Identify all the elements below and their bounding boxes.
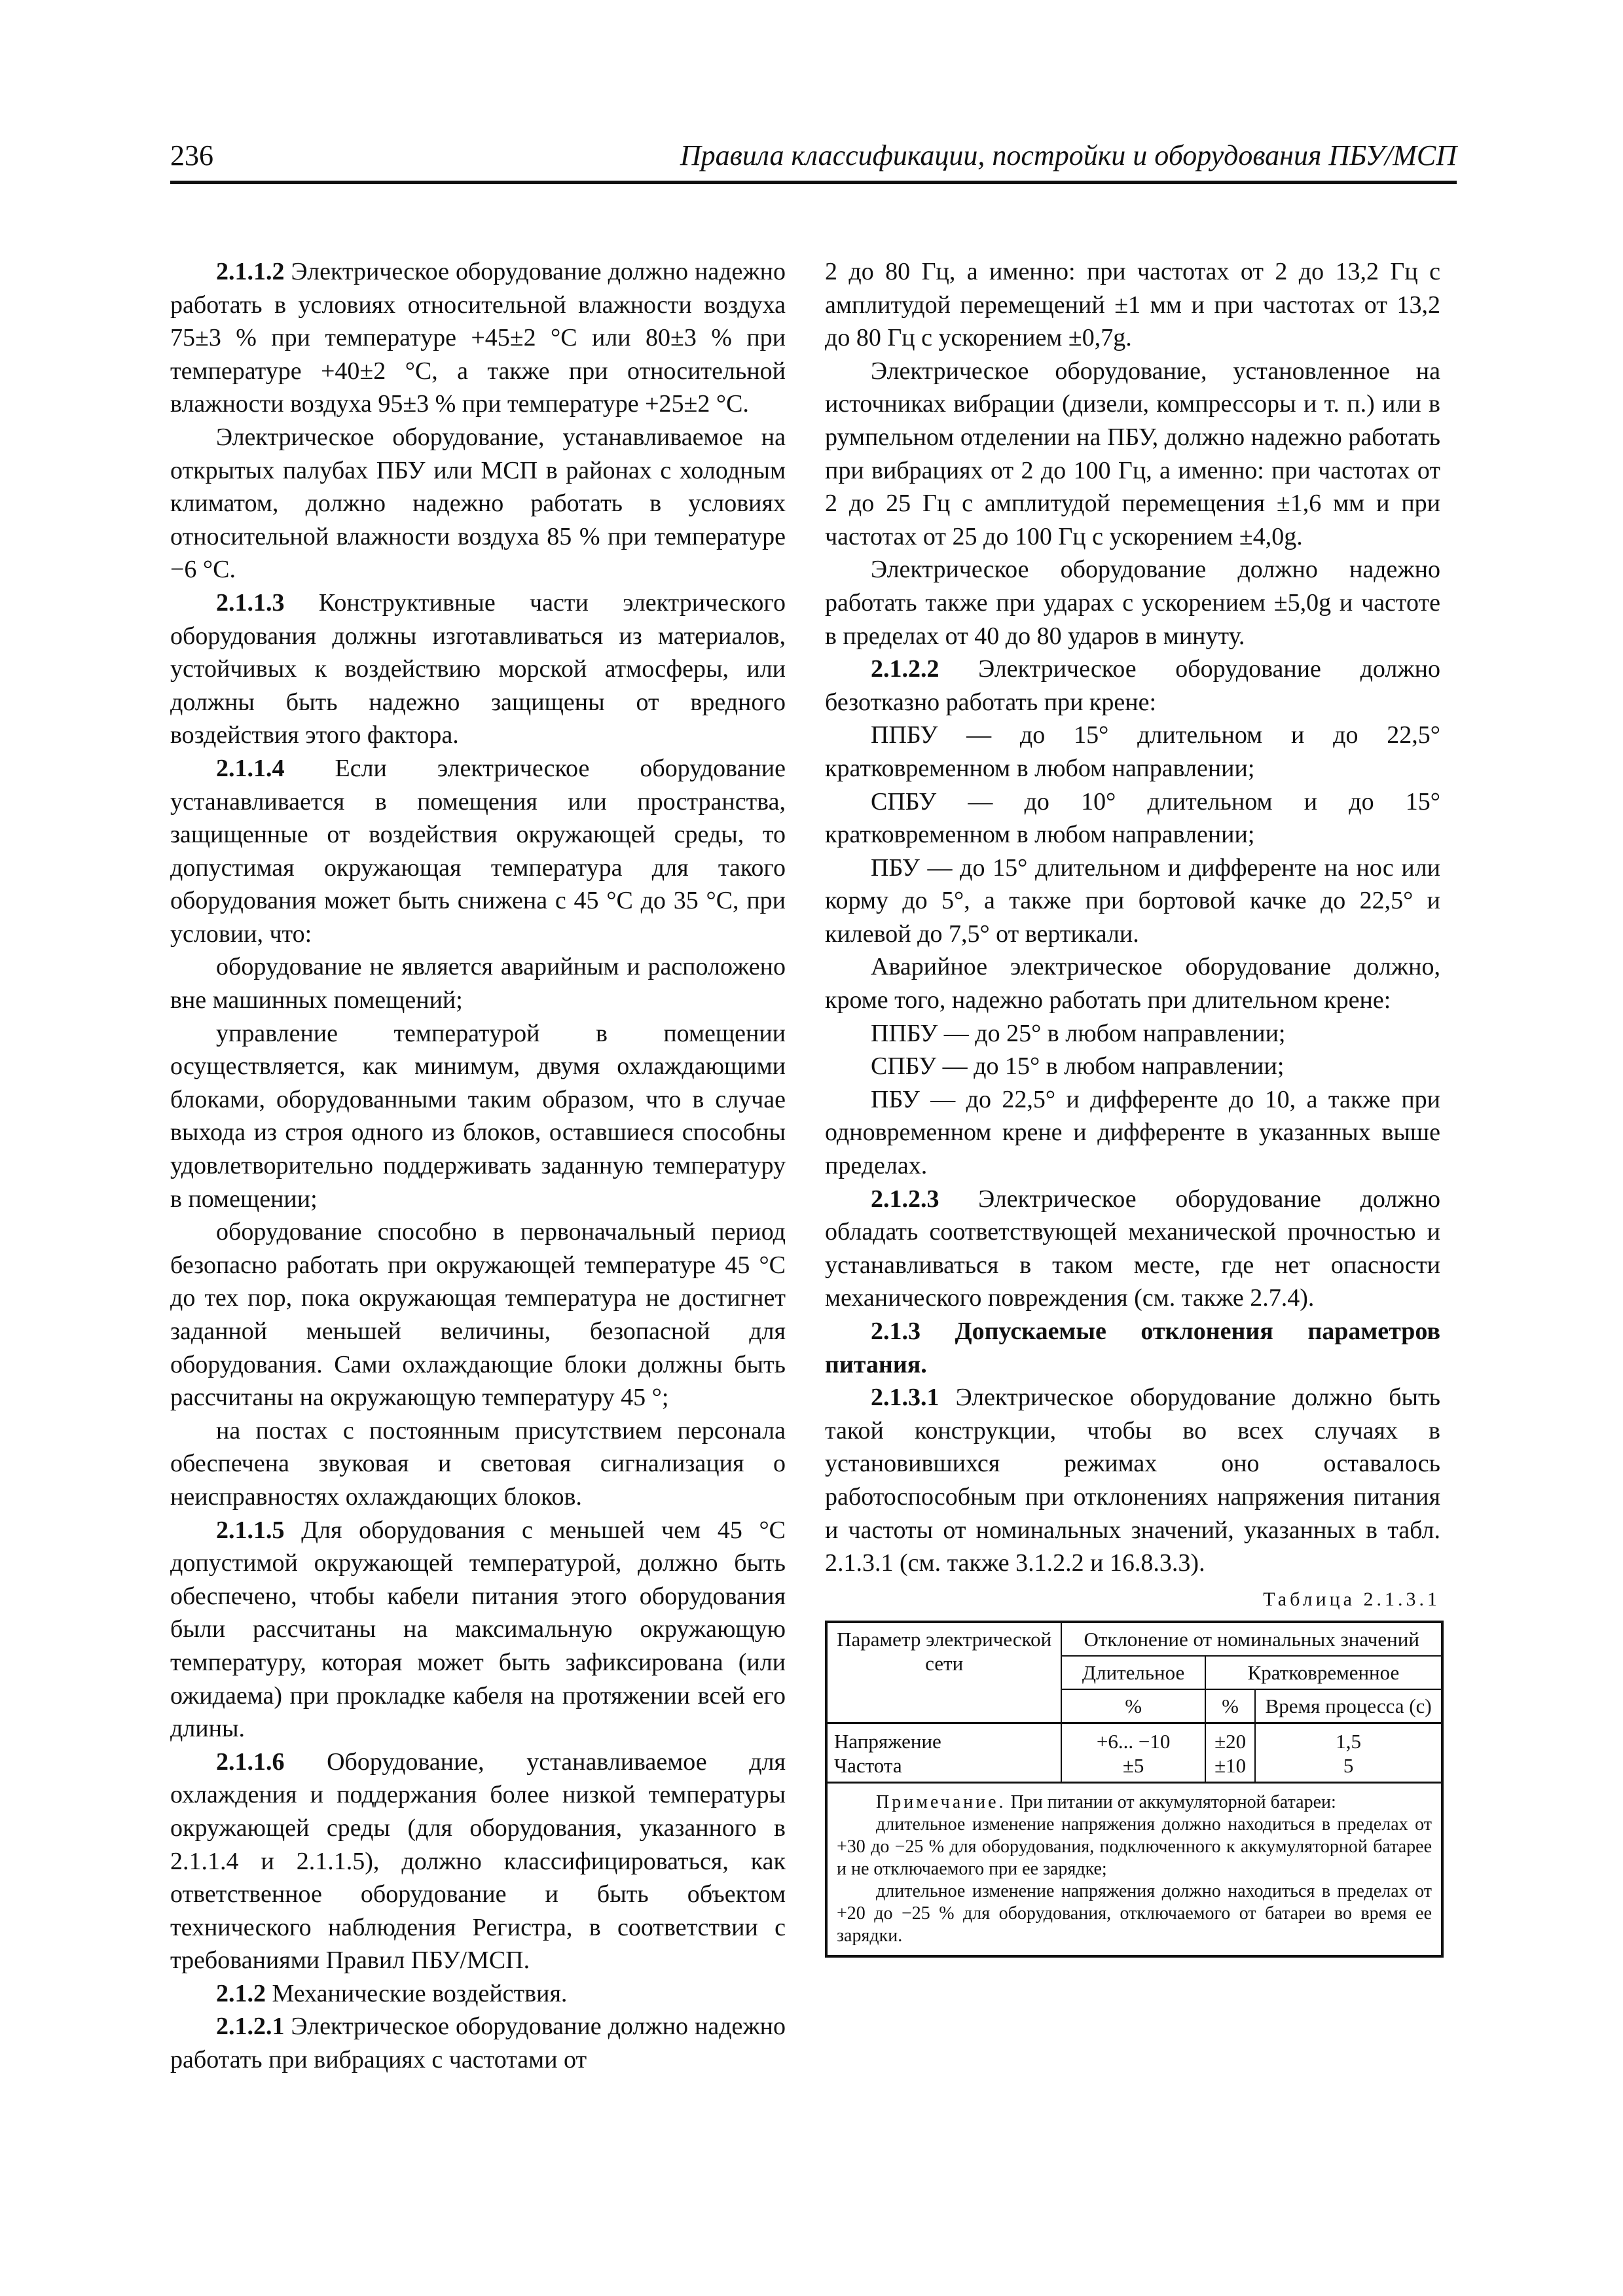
clause-number: 2.1.2.3 xyxy=(871,1185,939,1213)
paragraph-text: Электрическое оборудование, установленное на источниках вибрации (дизели, компрессоры и т. п.) или в румпельном отделении на ПБУ, должно надежно работать при вибрациях от 2 до 100 Гц, а именно: при частотах от 2 до 25 Гц с амплитудой перемещения ±1,6 мм и при частотах от 25 до 100 Гц с ускорением ±4,0g. xyxy=(825,357,1440,550)
paragraph-2-1-1-5 xyxy=(170,1514,786,1746)
paragraph-text: Электрическое оборудование должно обладать соответствующей механической прочностью и устанавливаться в таком месте, где нет опасности механического повреждения (см. также 2.7.4). xyxy=(825,1185,1440,1312)
table-header-row xyxy=(826,1622,1442,1656)
table-caption: Таблица 2.1.3.1 xyxy=(1263,1588,1440,1610)
paragraph-text: 2 до 80 Гц, а именно: при частотах от 2 до 13,2 Гц с амплитудой перемещений ±1 мм и при частотах от 13,2 до 80 Гц с ускорением ±0,7g. xyxy=(825,258,1440,352)
paragraph-2-1-3-1 xyxy=(825,1381,1440,1580)
row-frequency-name: Частота xyxy=(834,1753,902,1777)
header-parameter: Параметр электрической сети xyxy=(826,1622,1061,1723)
section-heading-2-1-3 xyxy=(825,1315,1440,1381)
row-voltage-name: Напряжение xyxy=(834,1729,941,1753)
paragraph-2-1-2-2 xyxy=(825,653,1440,719)
section-title: Допускаемые отклонения параметров питания. xyxy=(825,1318,1440,1378)
paragraph-2-1-2-3 xyxy=(825,1183,1440,1315)
paragraph-text: Если электрическое оборудование устанавливается в помещения или пространства, защищенные от воздействия окружающей среды, то допустимая окружающая температура для такого оборудования может быть снижена с 45 °С до 35 °С, при условии, что: xyxy=(170,754,786,948)
list-item: оборудование способно в первоначальный период безопасно работать при окружающей температуре 45 °С до тех пор, пока окружающая температура не достигнет заданной меньшей величины, безопасной для оборудования. Сами охлаждающие блоки должны быть рассчитаны на окружающую температуру 45 °; xyxy=(170,1218,786,1412)
list-item: на постах с постоянным присутствием персонала обеспечена звуковая и световая сигнализация о неисправностях охлаждающих блоков. xyxy=(170,1416,786,1511)
running-header xyxy=(170,139,1457,184)
paragraph-text: Оборудование, устанавливаемое для охлаждения и поддержания более низкой температуры окружающей среды (для оборудования, указанного в 2.1.1.4 и 2.1.1.5), должно классифицироваться, как ответственное оборудование и быть объектом технического наблюдения Регистра, в соответствии с требованиями Правил ПБУ/МСП. xyxy=(170,1748,786,1975)
section-heading-2-1-2 xyxy=(170,1977,786,2011)
note-text: длительное изменение напряжения должно находиться в пределах от +20 до −25 % для оборудования, отключаемого от батареи во время ее зарядки. xyxy=(837,1880,1432,1946)
section-title: Механические воздействия. xyxy=(266,1979,568,2007)
paragraph-2-1-1-6 xyxy=(170,1746,786,1977)
cell-parameter xyxy=(826,1723,1061,1782)
paragraph-text: Электрическое оборудование должно надежно работать в условиях относительной влажности воздуха 75±3 % при температуре +45±2 °С или 80±3 % при температуре +40±2 °С, а также при относительной влажности воздуха 95±3 % при температуре +25±2 °С. xyxy=(170,258,786,418)
right-column xyxy=(825,255,1440,1958)
paragraph-text: Электрическое оборудование должно быть такой конструкции, чтобы во всех случаях в установившихся режимах оно оставалось работоспособным при отклонениях напряжения питания и частоты от номинальных значений, указанных в табл. 2.1.3.1 (см. также 3.1.2.2 и 16.8.3.3). xyxy=(825,1384,1440,1577)
header-percent: % xyxy=(1205,1689,1256,1723)
header-percent: % xyxy=(1061,1689,1205,1723)
list-item: СПБУ — до 15° в любом направлении; xyxy=(871,1052,1285,1081)
row-frequency-short: ±10 xyxy=(1214,1753,1247,1777)
deviation-table xyxy=(825,1621,1444,1958)
cell-long-term xyxy=(1061,1723,1205,1782)
note-text: длительное изменение напряжения должно находиться в пределах от +30 до −25 % для оборудования, подключенного к аккумуляторной батарее и не отключаемого при ее зарядке; xyxy=(837,1814,1432,1879)
list-item: оборудование не является аварийным и расположено вне машинных помещений; xyxy=(170,953,786,1014)
paragraph-text: Для оборудования с меньшей чем 45 °С допустимой окружающей температурой, должно быть обеспечено, чтобы кабели питания этого оборудования были рассчитаны на максимальную окружающую температуру, которая может быть зафиксирована (или ожидаема) при прокладке кабеля на протяжении всей его длины. xyxy=(170,1516,786,1743)
row-voltage-time: 1,5 xyxy=(1336,1729,1362,1753)
list-item: ПБУ — до 22,5° и дифференте до 10, а также при одновременном крене и дифференте в указанных выше пределах. xyxy=(825,1085,1440,1180)
paragraph-2-1-2-1 xyxy=(170,2010,786,2076)
paragraph-2-1-1-3 xyxy=(170,586,786,752)
row-voltage-long: +6... −10 xyxy=(1096,1729,1171,1753)
paragraph-text: Электрическое оборудование должно надежно работать также при ударах с ускорением ±5,0g и частоте в пределах от 40 до 80 ударов в минуту. xyxy=(825,556,1440,650)
left-column xyxy=(170,255,786,2077)
paragraph-text: Электрическое оборудование должно надежно работать при вибрациях с частотами от xyxy=(170,2013,786,2074)
clause-number: 2.1.1.6 xyxy=(216,1748,285,1776)
note-text: При питании от аккумуляторной батареи: xyxy=(1006,1791,1336,1812)
header-deviation: Отклонение от номинальных значений xyxy=(1061,1622,1442,1656)
cell-short-term xyxy=(1205,1723,1256,1782)
clause-number: 2.1.2.1 xyxy=(216,2013,285,2041)
header-short-term: Кратковременное xyxy=(1205,1656,1442,1689)
list-item: СПБУ — до 10° длительном и до 15° кратковременном в любом направлении; xyxy=(825,787,1440,849)
note-label: Примечание. xyxy=(876,1791,1006,1812)
row-frequency-long: ±5 xyxy=(1122,1753,1144,1777)
page-number: 236 xyxy=(170,139,213,171)
list-item: управление температурой в помещении осуществляется, как минимум, двумя охлаждающими блоками, оборудованными таким образом, что в случае выхода из строя одного из блоков, оставшиеся способны удовлетворительно поддерживать заданную температуру в помещении; xyxy=(170,1019,786,1213)
clause-number: 2.1.3 xyxy=(871,1318,921,1345)
header-process-time: Время процесса (с) xyxy=(1255,1689,1442,1723)
paragraph-text: Аварийное электрическое оборудование должно, кроме того, надежно работать при длительном крене: xyxy=(825,953,1440,1014)
running-title: Правила классификации, постройки и оборудования ПБУ/МСП xyxy=(680,139,1457,171)
paragraph-text: Электрическое оборудование должно безотказно работать при крене: xyxy=(825,655,1440,716)
list-item: ППБУ — до 15° длительном и до 22,5° кратковременном в любом направлении; xyxy=(825,721,1440,782)
row-frequency-time: 5 xyxy=(1343,1753,1354,1777)
clause-number: 2.1.2 xyxy=(216,1979,266,2007)
header-long-term: Длительное xyxy=(1061,1656,1205,1689)
paragraph-text: Конструктивные части электрического оборудования должны изготавливаться из материалов, устойчивых к воздействию морской атмосферы, или должны быть надежно защищены от вредного воздействия этого фактора. xyxy=(170,588,786,749)
paragraph-2-1-1-2 xyxy=(170,255,786,421)
table-body-row xyxy=(826,1723,1442,1782)
clause-number: 2.1.1.5 xyxy=(216,1516,285,1544)
row-voltage-short: ±20 xyxy=(1214,1729,1247,1753)
list-item: ППБУ — до 25° в любом направлении; xyxy=(871,1019,1286,1047)
clause-number: 2.1.3.1 xyxy=(871,1384,939,1412)
list-item: ПБУ — до 15° длительном и дифференте на нос или корму до 5°, а также при бортовой качке до 22,5° и килевой до 7,5° от вертикали. xyxy=(825,853,1440,948)
clause-number: 2.1.2.2 xyxy=(871,655,939,683)
note-intro xyxy=(837,1791,1432,1814)
table-note-row xyxy=(826,1782,1442,1956)
paragraph-text: Электрическое оборудование, устанавливаемое на открытых палубах ПБУ или МСП в районах с холодным климатом, должно надежно работать в условиях относительной влажности воздуха 85 % при температуре −6 °С. xyxy=(170,423,786,584)
table-note xyxy=(826,1782,1442,1956)
clause-number: 2.1.1.4 xyxy=(216,754,285,782)
cell-process-time xyxy=(1255,1723,1442,1782)
clause-number: 2.1.1.3 xyxy=(216,588,285,617)
clause-number: 2.1.1.2 xyxy=(216,258,285,285)
paragraph-2-1-1-4 xyxy=(170,752,786,951)
